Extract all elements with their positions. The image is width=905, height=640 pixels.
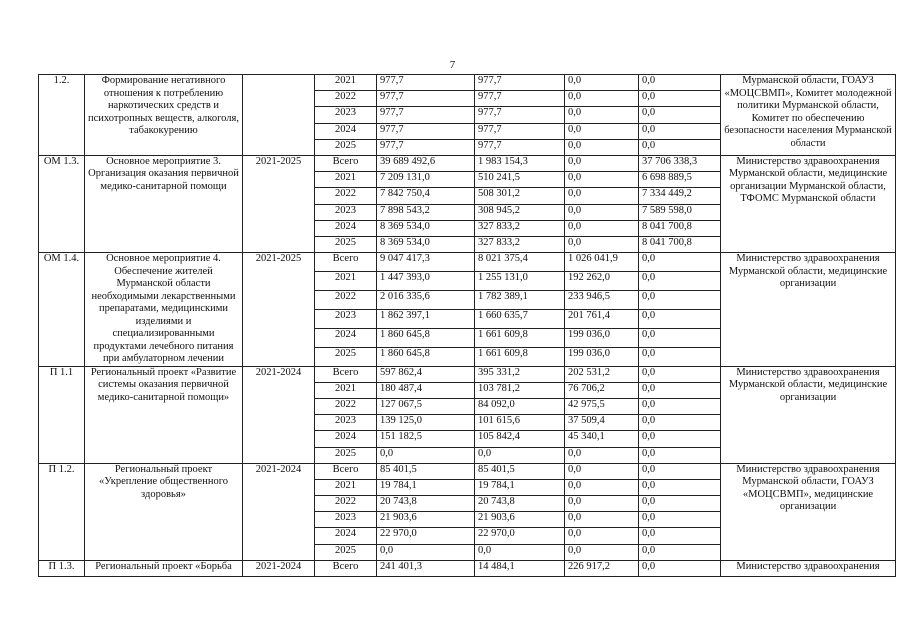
amount-total: 20 743,8 bbox=[377, 496, 475, 512]
year-cell: 2025 bbox=[315, 447, 377, 463]
year-cell: Всего bbox=[315, 253, 377, 272]
amount-other: 0,0 bbox=[639, 107, 721, 123]
amount-regional: 19 784,1 bbox=[475, 479, 565, 495]
activity-executor: Министерство здравоохранения Мурманской области, медицинские организации Мурманской области, ТФОМС Мурманской области bbox=[721, 155, 896, 252]
year-cell: 2021 bbox=[315, 75, 377, 91]
amount-federal: 0,0 bbox=[565, 139, 639, 155]
amount-other: 0,0 bbox=[639, 366, 721, 382]
table-row bbox=[39, 463, 896, 479]
amount-other: 37 706 338,3 bbox=[639, 155, 721, 171]
activity-period: 2021-2024 bbox=[243, 366, 315, 463]
amount-other: 7 589 598,0 bbox=[639, 204, 721, 220]
amount-total: 977,7 bbox=[377, 107, 475, 123]
amount-regional: 14 484,1 bbox=[475, 560, 565, 576]
amount-other: 0,0 bbox=[639, 431, 721, 447]
amount-federal: 199 036,0 bbox=[565, 328, 639, 347]
amount-regional: 327 833,2 bbox=[475, 220, 565, 236]
amount-other: 0,0 bbox=[639, 123, 721, 139]
amount-regional: 1 983 154,3 bbox=[475, 155, 565, 171]
amount-other: 0,0 bbox=[639, 415, 721, 431]
amount-federal: 0,0 bbox=[565, 172, 639, 188]
activity-code: ОМ 1.3. bbox=[39, 155, 85, 252]
amount-regional: 327 833,2 bbox=[475, 236, 565, 252]
amount-total: 977,7 bbox=[377, 139, 475, 155]
amount-total: 7 898 543,2 bbox=[377, 204, 475, 220]
amount-other: 0,0 bbox=[639, 75, 721, 91]
amount-regional: 977,7 bbox=[475, 75, 565, 91]
amount-regional: 977,7 bbox=[475, 107, 565, 123]
amount-other: 8 041 700,8 bbox=[639, 236, 721, 252]
amount-total: 22 970,0 bbox=[377, 528, 475, 544]
year-cell: 2022 bbox=[315, 398, 377, 414]
amount-total: 1 447 393,0 bbox=[377, 271, 475, 290]
budget-table bbox=[38, 74, 896, 577]
year-cell: 2025 bbox=[315, 139, 377, 155]
amount-total: 127 067,5 bbox=[377, 398, 475, 414]
amount-federal: 199 036,0 bbox=[565, 347, 639, 366]
year-cell: Всего bbox=[315, 155, 377, 171]
year-cell: 2023 bbox=[315, 309, 377, 328]
amount-federal: 0,0 bbox=[565, 528, 639, 544]
activity-period: 2021-2025 bbox=[243, 155, 315, 252]
amount-other: 0,0 bbox=[639, 382, 721, 398]
amount-total: 180 487,4 bbox=[377, 382, 475, 398]
amount-other: 0,0 bbox=[639, 139, 721, 155]
amount-federal: 0,0 bbox=[565, 123, 639, 139]
year-cell: 2022 bbox=[315, 91, 377, 107]
year-cell: 2022 bbox=[315, 496, 377, 512]
year-cell: 2023 bbox=[315, 415, 377, 431]
amount-federal: 0,0 bbox=[565, 479, 639, 495]
amount-federal: 0,0 bbox=[565, 107, 639, 123]
amount-regional: 308 945,2 bbox=[475, 204, 565, 220]
amount-regional: 0,0 bbox=[475, 544, 565, 560]
amount-other: 0,0 bbox=[639, 528, 721, 544]
amount-regional: 101 615,6 bbox=[475, 415, 565, 431]
activity-executor: Мурманской области, ГОАУЗ «МОЦСВМП», Комитет молодежной политики Мурманской области, Комитет по обеспечению безопасности населения Мурманской области bbox=[721, 75, 896, 156]
year-cell: 2023 bbox=[315, 512, 377, 528]
activity-executor: Министерство здравоохранения Мурманской области, ГОАУЗ «МОЦСВМП», медицинские организации bbox=[721, 463, 896, 560]
table-row bbox=[39, 366, 896, 382]
amount-federal: 45 340,1 bbox=[565, 431, 639, 447]
table-row bbox=[39, 253, 896, 272]
amount-other: 0,0 bbox=[639, 447, 721, 463]
year-cell: 2024 bbox=[315, 431, 377, 447]
amount-other: 6 698 889,5 bbox=[639, 172, 721, 188]
activity-code: 1.2. bbox=[39, 75, 85, 156]
year-cell: 2025 bbox=[315, 236, 377, 252]
amount-federal: 76 706,2 bbox=[565, 382, 639, 398]
amount-other: 8 041 700,8 bbox=[639, 220, 721, 236]
amount-total: 597 862,4 bbox=[377, 366, 475, 382]
activity-code: ОМ 1.4. bbox=[39, 253, 85, 367]
amount-federal: 0,0 bbox=[565, 236, 639, 252]
budget-table-body bbox=[39, 75, 896, 577]
amount-total: 8 369 534,0 bbox=[377, 220, 475, 236]
year-cell: Всего bbox=[315, 560, 377, 576]
amount-federal: 42 975,5 bbox=[565, 398, 639, 414]
activity-period: 2021-2025 bbox=[243, 253, 315, 367]
amount-regional: 1 661 609,8 bbox=[475, 328, 565, 347]
activity-period bbox=[243, 75, 315, 156]
amount-other: 7 334 449,2 bbox=[639, 188, 721, 204]
amount-regional: 977,7 bbox=[475, 91, 565, 107]
amount-other: 0,0 bbox=[639, 479, 721, 495]
amount-other: 0,0 bbox=[639, 544, 721, 560]
activity-period: 2021-2024 bbox=[243, 463, 315, 560]
page-number: 7 bbox=[449, 59, 456, 71]
amount-total: 241 401,3 bbox=[377, 560, 475, 576]
amount-federal: 37 509,4 bbox=[565, 415, 639, 431]
amount-regional: 103 781,2 bbox=[475, 382, 565, 398]
year-cell: 2021 bbox=[315, 271, 377, 290]
amount-other: 0,0 bbox=[639, 309, 721, 328]
table-row bbox=[39, 75, 896, 91]
year-cell: 2024 bbox=[315, 328, 377, 347]
amount-other: 0,0 bbox=[639, 253, 721, 272]
year-cell: 2022 bbox=[315, 188, 377, 204]
amount-federal: 202 531,2 bbox=[565, 366, 639, 382]
activity-name: Основное мероприятие 4. Обеспечение жителей Мурманской области необходимыми лекарственными препаратами, медицинскими изделиями и специализированными продуктами лечебного питания при амбулаторном лечении bbox=[85, 253, 243, 367]
year-cell: 2025 bbox=[315, 544, 377, 560]
amount-regional: 1 255 131,0 bbox=[475, 271, 565, 290]
activity-executor: Министерство здравоохранения Мурманской области, медицинские организации bbox=[721, 253, 896, 367]
amount-other: 0,0 bbox=[639, 290, 721, 309]
table-row bbox=[39, 155, 896, 171]
amount-federal: 0,0 bbox=[565, 75, 639, 91]
amount-total: 9 047 417,3 bbox=[377, 253, 475, 272]
amount-federal: 0,0 bbox=[565, 447, 639, 463]
activity-code: П 1.3. bbox=[39, 560, 85, 576]
amount-federal: 0,0 bbox=[565, 155, 639, 171]
amount-federal: 0,0 bbox=[565, 188, 639, 204]
amount-total: 977,7 bbox=[377, 123, 475, 139]
amount-total: 8 369 534,0 bbox=[377, 236, 475, 252]
year-cell: 2023 bbox=[315, 107, 377, 123]
amount-regional: 1 661 609,8 bbox=[475, 347, 565, 366]
amount-regional: 1 660 635,7 bbox=[475, 309, 565, 328]
activity-executor: Министерство здравоохранения bbox=[721, 560, 896, 576]
activity-code: П 1.1 bbox=[39, 366, 85, 463]
year-cell: Всего bbox=[315, 366, 377, 382]
amount-total: 1 862 397,1 bbox=[377, 309, 475, 328]
amount-regional: 8 021 375,4 bbox=[475, 253, 565, 272]
activity-name: Региональный проект «Борьба bbox=[85, 560, 243, 576]
amount-federal: 0,0 bbox=[565, 220, 639, 236]
year-cell: 2021 bbox=[315, 172, 377, 188]
amount-regional: 977,7 bbox=[475, 139, 565, 155]
activity-name: Основное мероприятие 3. Организация оказания первичной медико-санитарной помощи bbox=[85, 155, 243, 252]
amount-total: 0,0 bbox=[377, 544, 475, 560]
activity-period: 2021-2024 bbox=[243, 560, 315, 576]
amount-total: 39 689 492,6 bbox=[377, 155, 475, 171]
year-cell: Всего bbox=[315, 463, 377, 479]
amount-total: 7 842 750,4 bbox=[377, 188, 475, 204]
amount-federal: 0,0 bbox=[565, 512, 639, 528]
year-cell: 2023 bbox=[315, 204, 377, 220]
amount-federal: 0,0 bbox=[565, 544, 639, 560]
amount-regional: 84 092,0 bbox=[475, 398, 565, 414]
amount-other: 0,0 bbox=[639, 496, 721, 512]
table-row bbox=[39, 560, 896, 576]
year-cell: 2024 bbox=[315, 220, 377, 236]
year-cell: 2024 bbox=[315, 528, 377, 544]
amount-other: 0,0 bbox=[639, 91, 721, 107]
amount-regional: 21 903,6 bbox=[475, 512, 565, 528]
activity-code: П 1.2. bbox=[39, 463, 85, 560]
amount-other: 0,0 bbox=[639, 560, 721, 576]
amount-total: 0,0 bbox=[377, 447, 475, 463]
year-cell: 2024 bbox=[315, 123, 377, 139]
amount-other: 0,0 bbox=[639, 271, 721, 290]
activity-executor: Министерство здравоохранения Мурманской области, медицинские организации bbox=[721, 366, 896, 463]
amount-federal: 0,0 bbox=[565, 91, 639, 107]
amount-total: 19 784,1 bbox=[377, 479, 475, 495]
amount-total: 977,7 bbox=[377, 91, 475, 107]
amount-total: 2 016 335,6 bbox=[377, 290, 475, 309]
amount-total: 151 182,5 bbox=[377, 431, 475, 447]
amount-total: 85 401,5 bbox=[377, 463, 475, 479]
amount-total: 977,7 bbox=[377, 75, 475, 91]
amount-total: 1 860 645,8 bbox=[377, 347, 475, 366]
amount-federal: 192 262,0 bbox=[565, 271, 639, 290]
amount-other: 0,0 bbox=[639, 328, 721, 347]
amount-federal: 201 761,4 bbox=[565, 309, 639, 328]
amount-total: 21 903,6 bbox=[377, 512, 475, 528]
year-cell: 2021 bbox=[315, 382, 377, 398]
activity-name: Региональный проект «Укрепление общественного здоровья» bbox=[85, 463, 243, 560]
year-cell: 2022 bbox=[315, 290, 377, 309]
year-cell: 2021 bbox=[315, 479, 377, 495]
amount-total: 1 860 645,8 bbox=[377, 328, 475, 347]
amount-regional: 85 401,5 bbox=[475, 463, 565, 479]
amount-regional: 22 970,0 bbox=[475, 528, 565, 544]
amount-other: 0,0 bbox=[639, 512, 721, 528]
amount-regional: 510 241,5 bbox=[475, 172, 565, 188]
activity-name: Региональный проект «Развитие системы оказания первичной медико-санитарной помощи» bbox=[85, 366, 243, 463]
amount-regional: 105 842,4 bbox=[475, 431, 565, 447]
year-cell: 2025 bbox=[315, 347, 377, 366]
amount-other: 0,0 bbox=[639, 347, 721, 366]
amount-total: 7 209 131,0 bbox=[377, 172, 475, 188]
amount-total: 139 125,0 bbox=[377, 415, 475, 431]
amount-federal: 226 917,2 bbox=[565, 560, 639, 576]
amount-regional: 0,0 bbox=[475, 447, 565, 463]
amount-regional: 1 782 389,1 bbox=[475, 290, 565, 309]
amount-federal: 0,0 bbox=[565, 463, 639, 479]
amount-federal: 0,0 bbox=[565, 204, 639, 220]
amount-regional: 395 331,2 bbox=[475, 366, 565, 382]
amount-federal: 1 026 041,9 bbox=[565, 253, 639, 272]
amount-other: 0,0 bbox=[639, 398, 721, 414]
amount-regional: 20 743,8 bbox=[475, 496, 565, 512]
amount-federal: 233 946,5 bbox=[565, 290, 639, 309]
amount-other: 0,0 bbox=[639, 463, 721, 479]
amount-regional: 977,7 bbox=[475, 123, 565, 139]
amount-regional: 508 301,2 bbox=[475, 188, 565, 204]
activity-name: Формирование негативного отношения к потреблению наркотических средств и психотропных веществ, алкоголя, табакокурению bbox=[85, 75, 243, 156]
amount-federal: 0,0 bbox=[565, 496, 639, 512]
